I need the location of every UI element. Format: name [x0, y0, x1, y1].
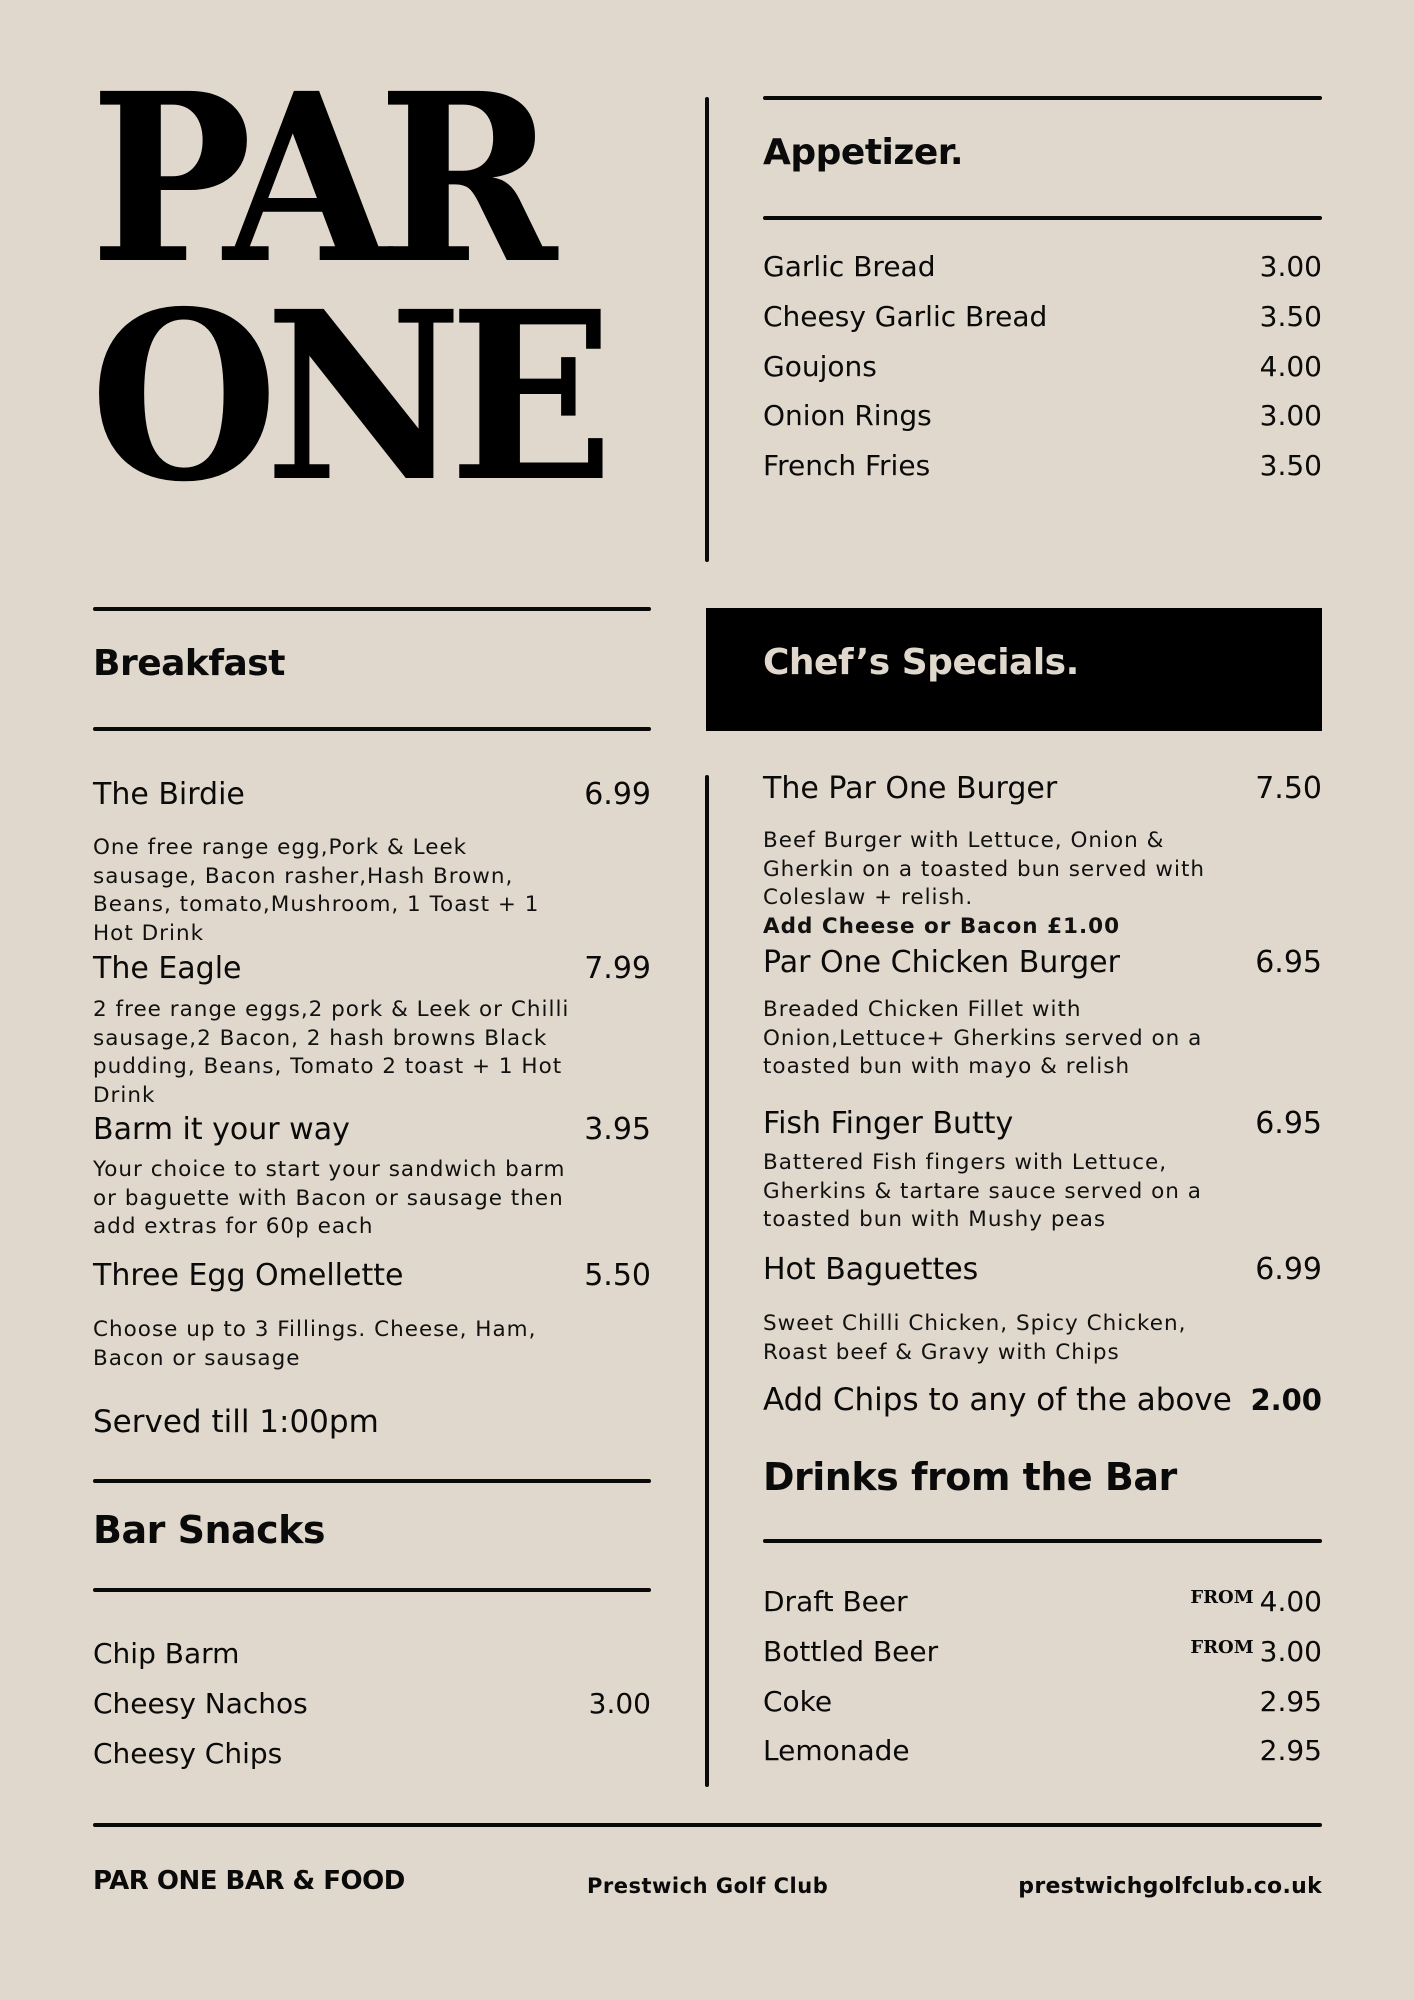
item-name: French Fries: [763, 449, 931, 482]
item-name: The Birdie: [93, 777, 245, 812]
item-description: Your choice to start your sandwich barm or baguette with Bacon or sausage then add extras for 60p each: [93, 1157, 566, 1239]
menu-item: [763, 1585, 1322, 1618]
item-description: Breaded Chicken Fillet with Onion,Lettuce+ Gherkins served on a toasted bun with mayo & relish: [763, 997, 1203, 1079]
brand-logo: [90, 42, 650, 533]
specials-header-box: [706, 608, 1322, 731]
section-title-drinks: Drinks from the Bar: [763, 1455, 1177, 1499]
menu-item: [93, 1637, 651, 1670]
add-chips-row: [763, 1382, 1322, 1418]
menu-item: [763, 1106, 1322, 1141]
item-name: Onion Rings: [763, 399, 932, 432]
item-price: 3.50: [1259, 300, 1322, 333]
item-description: One free range egg,Pork & Leek sausage, Bacon rasher,Hash Brown, Beans, tomato,Mushroom, 1 Toast + 1 Hot Drink: [93, 835, 540, 946]
footer-brand: PAR ONE BAR & FOOD: [93, 1866, 405, 1896]
divider: [763, 96, 1322, 100]
menu-item: [763, 449, 1322, 482]
menu-item: [763, 1635, 1322, 1668]
item-description: 2 free range eggs,2 pork & Leek or Chilli sausage,2 Bacon, 2 hash browns Black pudding, Beans, Tomato 2 toast + 1 Hot Drink: [93, 997, 570, 1108]
divider: [93, 1479, 651, 1483]
item-price: 7.99: [584, 951, 651, 986]
item-name: Hot Baguettes: [763, 1252, 979, 1287]
price-prefix: FROM: [1190, 1587, 1254, 1608]
item-name: Cheesy Garlic Bread: [763, 300, 1048, 333]
item-price: 2.95: [1259, 1685, 1322, 1718]
item-price: 3.00: [588, 1687, 651, 1720]
brand-line-2: ONE: [90, 260, 601, 533]
item-price: 3.95: [584, 1112, 651, 1147]
menu-item: [763, 1252, 1322, 1287]
item-name: Barm it your way: [93, 1112, 350, 1147]
item-description: Beef Burger with Lettuce, Onion & Gherkin on a toasted bun served with Coleslaw + relish.: [763, 828, 1206, 910]
section-title-breakfast: Breakfast: [93, 643, 285, 684]
served-till-note: Served till 1:00pm: [93, 1404, 379, 1440]
item-name: Coke: [763, 1685, 833, 1718]
menu-item: [763, 771, 1322, 806]
add-chips-price: 2.00: [1250, 1383, 1322, 1417]
item-name: Garlic Bread: [763, 250, 936, 283]
item-price: 6.99: [1255, 1252, 1322, 1287]
divider: [93, 727, 651, 731]
item-note-text: Add Cheese or Bacon £1.00: [763, 914, 1121, 939]
item-name: The Eagle: [93, 951, 242, 986]
item-description: Sweet Chilli Chicken, Spicy Chicken, Roast beef & Gravy with Chips: [763, 1311, 1187, 1365]
section-title-appetizer: Appetizer.: [763, 132, 964, 173]
add-chips-label: Add Chips to any of the above: [763, 1382, 1232, 1418]
item-price: 3.00: [1259, 399, 1322, 432]
item-name: Cheesy Chips: [93, 1737, 283, 1770]
price-prefix: FROM: [1190, 1637, 1254, 1658]
item-name: Fish Finger Butty: [763, 1106, 1014, 1141]
item-price: 3.00: [1259, 1635, 1322, 1668]
menu-item: [93, 1687, 651, 1720]
menu-item: [93, 1737, 651, 1770]
footer-club-name: Prestwich Golf Club: [587, 1874, 829, 1898]
menu-item: [93, 1112, 651, 1147]
item-name: Goujons: [763, 350, 877, 383]
menu-item: [763, 250, 1322, 283]
item-price: 2.95: [1259, 1734, 1322, 1767]
brand-line-1: PAR: [90, 42, 545, 315]
menu-item: [93, 777, 651, 812]
item-price: 5.50: [584, 1258, 651, 1293]
footer-website-link[interactable]: prestwichgolfclub.co.uk: [1018, 1874, 1322, 1899]
item-price: 6.95: [1255, 1106, 1322, 1141]
divider: [93, 607, 651, 611]
divider: [763, 1539, 1322, 1543]
item-price-wrap: [1190, 1585, 1322, 1618]
vertical-divider-top: [705, 97, 709, 562]
item-name: Par One Chicken Burger: [763, 945, 1120, 980]
item-note: [763, 913, 1120, 942]
item-name: Chip Barm: [93, 1637, 240, 1670]
item-price: 6.95: [1255, 945, 1322, 980]
menu-item: [763, 399, 1322, 432]
menu-item: [763, 1734, 1322, 1767]
footer-divider: [93, 1823, 1322, 1827]
item-description: Battered Fish fingers with Lettuce, Gherkins & tartare sauce served on a toasted bun with Mushy peas: [763, 1150, 1202, 1232]
item-price: 3.00: [1259, 250, 1322, 283]
item-price: 4.00: [1259, 350, 1322, 383]
divider: [93, 1588, 651, 1592]
item-name: Three Egg Omellette: [93, 1258, 404, 1293]
menu-item: [93, 951, 651, 986]
menu-item: [763, 300, 1322, 333]
item-price: 4.00: [1259, 1585, 1322, 1618]
menu-item: [93, 1258, 651, 1293]
item-name: Bottled Beer: [763, 1635, 939, 1668]
item-price: 3.50: [1259, 449, 1322, 482]
item-name: Cheesy Nachos: [93, 1687, 308, 1720]
section-title-bar-snacks: Bar Snacks: [93, 1508, 326, 1552]
menu-item: [763, 350, 1322, 383]
item-name: Lemonade: [763, 1734, 910, 1767]
vertical-divider-bottom: [705, 775, 709, 1787]
menu-item: [763, 945, 1322, 980]
menu-item: [763, 1685, 1322, 1718]
item-price: 6.99: [584, 777, 651, 812]
divider: [763, 216, 1322, 220]
item-name: The Par One Burger: [763, 771, 1058, 806]
item-price: 7.50: [1255, 771, 1322, 806]
item-price-wrap: [1190, 1635, 1322, 1668]
section-title-specials: Chef’s Specials.: [763, 642, 1079, 683]
item-name: Draft Beer: [763, 1585, 908, 1618]
item-description: Choose up to 3 Fillings. Cheese, Ham, Bacon or sausage: [93, 1317, 537, 1371]
